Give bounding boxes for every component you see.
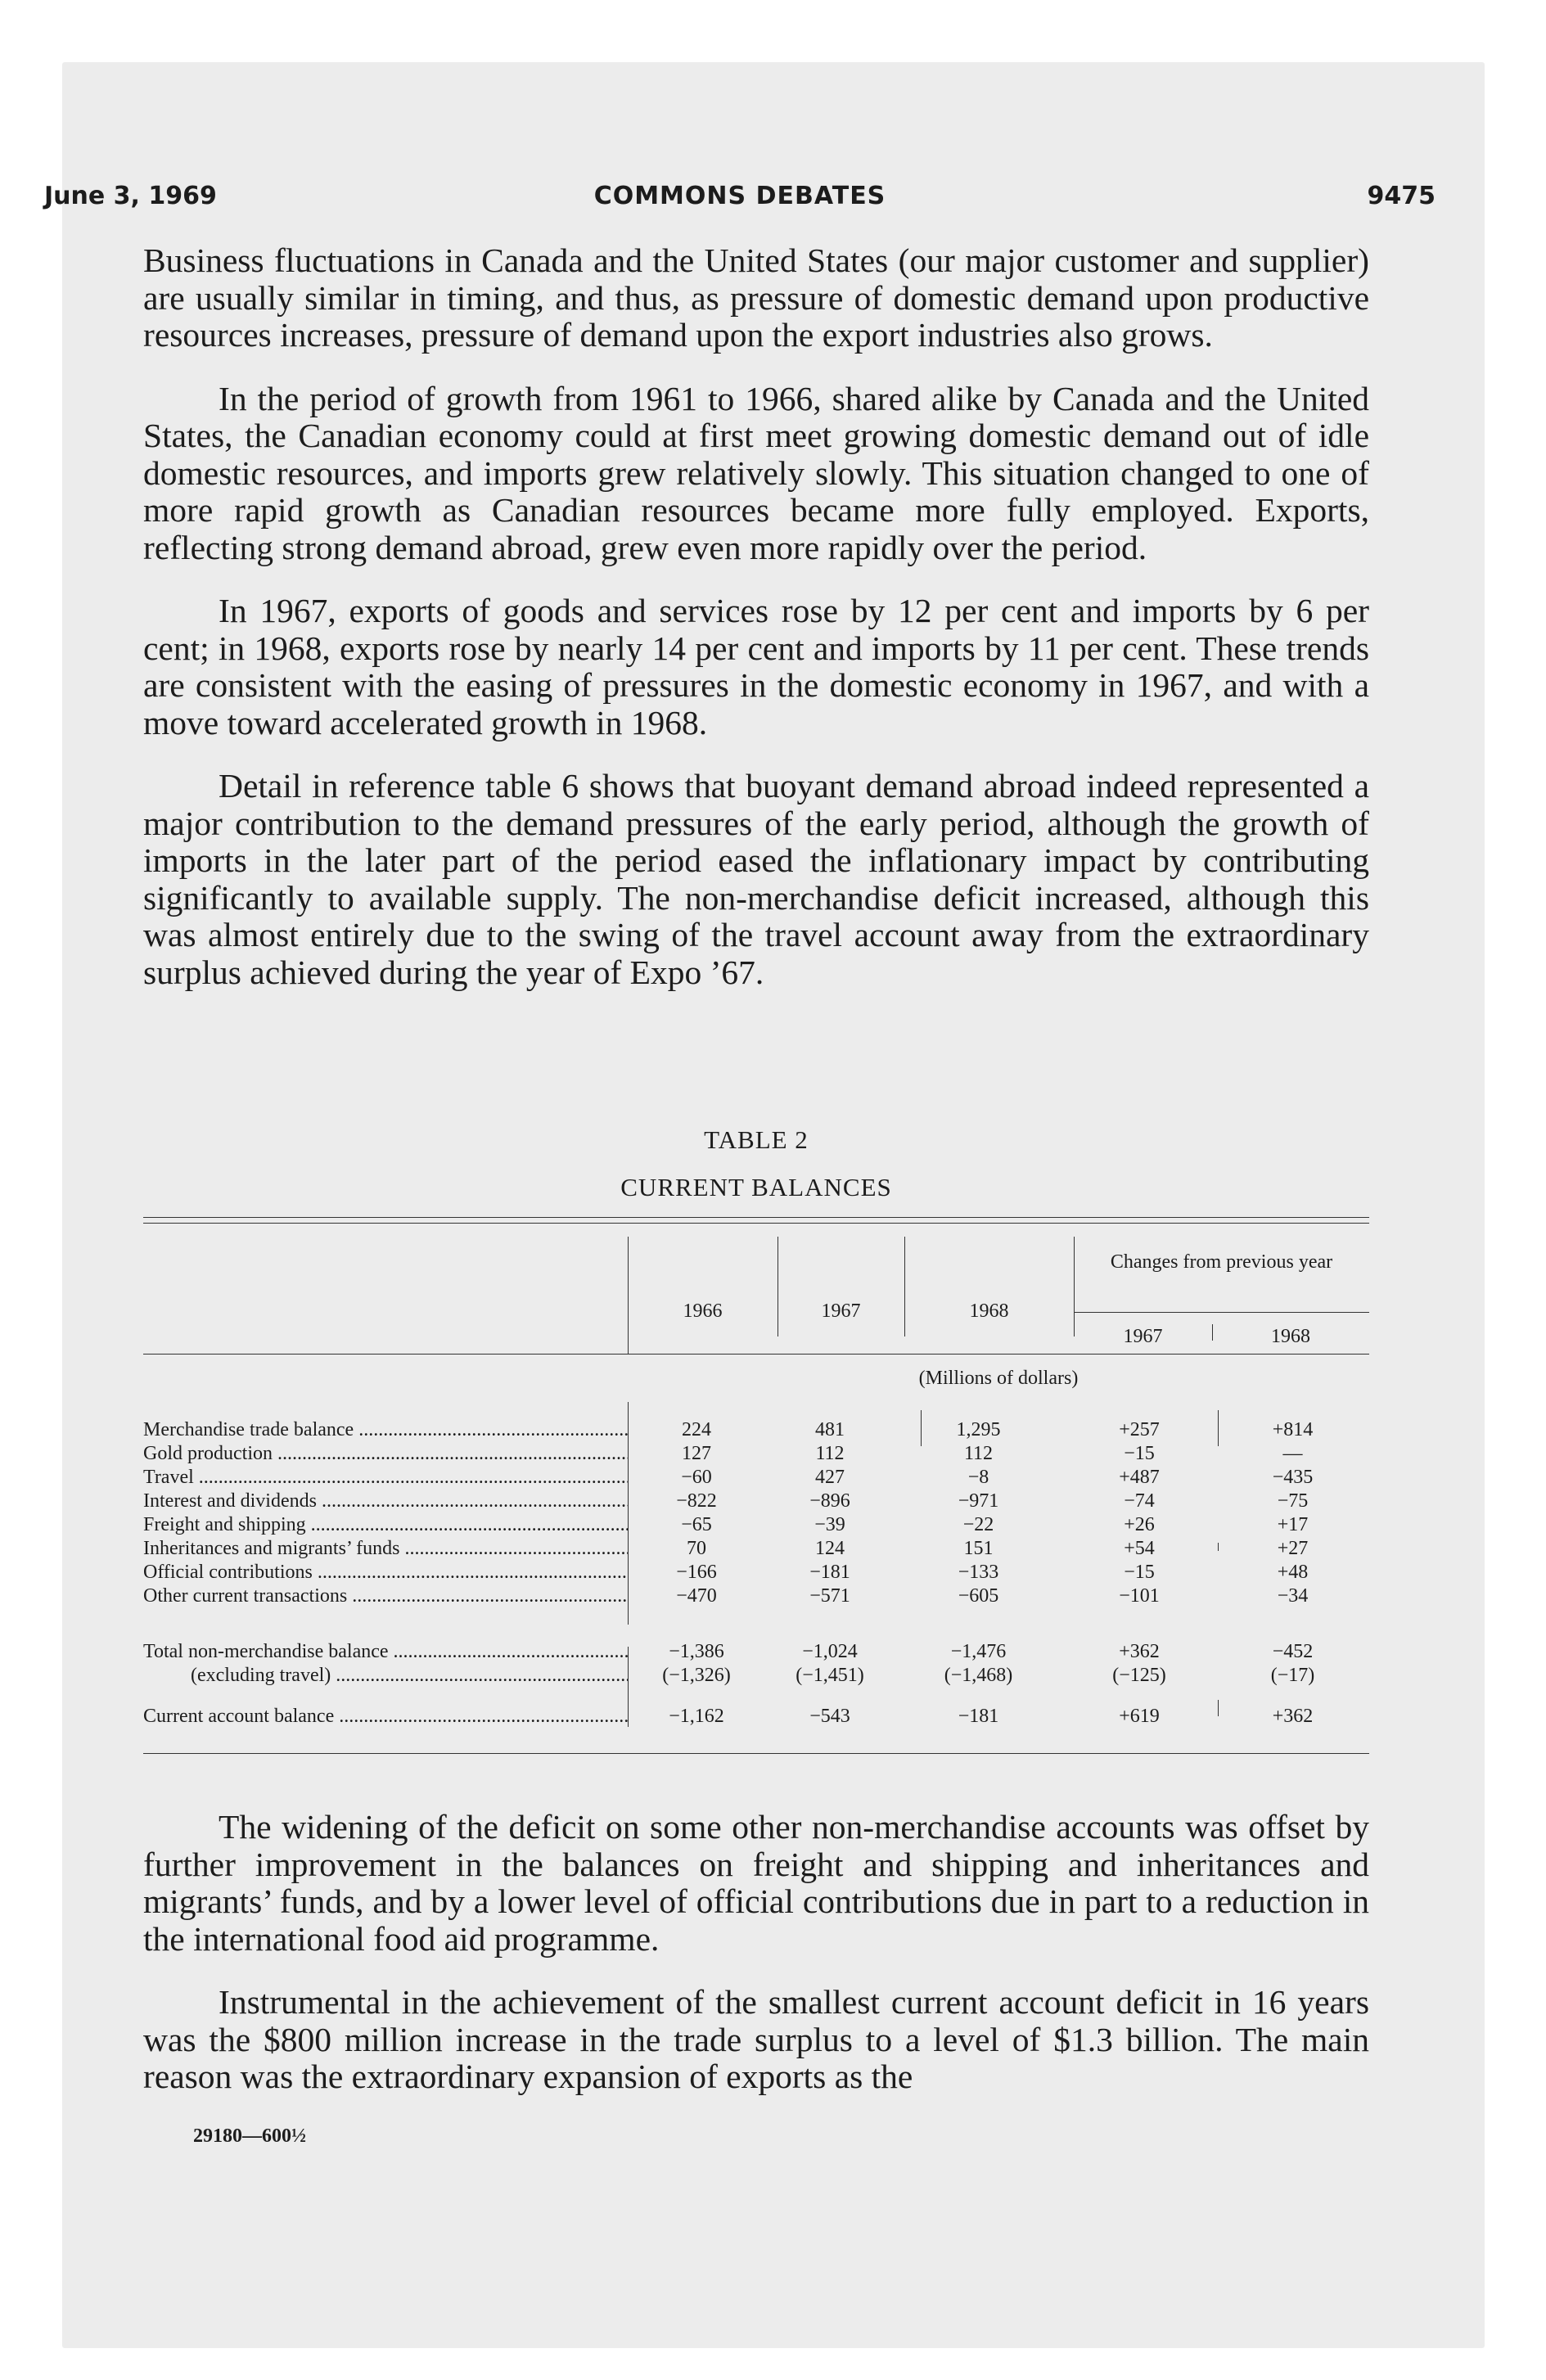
table-number: TABLE 2 <box>704 1125 809 1154</box>
change-1968: −452 <box>1272 1641 1314 1662</box>
value-1967: 124 <box>815 1538 845 1559</box>
header-page-number: 9475 <box>1367 182 1436 210</box>
value-1966: 224 <box>682 1419 711 1440</box>
row-label: Travel ..... <box>143 1466 628 1490</box>
current-account-row <box>143 1705 1369 1729</box>
value-1966: −166 <box>676 1562 717 1583</box>
value-1967: −896 <box>809 1490 850 1512</box>
change-1967: −101 <box>1119 1585 1160 1607</box>
table-row <box>143 1561 1369 1584</box>
value-1967: −571 <box>809 1585 850 1607</box>
value-1966: −65 <box>681 1514 712 1535</box>
row-label: Merchandise trade balance ..... <box>143 1418 628 1442</box>
value-1968: 151 <box>963 1538 994 1559</box>
value-1966: 127 <box>682 1443 711 1464</box>
value-1966: 70 <box>687 1538 706 1559</box>
paragraph: Instrumental in the achievement of the smallest current account deficit in 16 years was the $800 million increase in the trade surplus to a level of $1.3 billion. The main reason was the extraordinary expansion of exports as the <box>143 1983 1369 2095</box>
value-1968: −1,476 <box>950 1641 1007 1662</box>
paragraph: The widening of the deficit on some other non-merchandise accounts was offset by further improvement in the balances on freight and shipping and inheritances and migrants’ funds, and by a lower level of official contributions due in part to a reduction in the international food aid programme. <box>143 1808 1369 1958</box>
value-1968: −181 <box>958 1706 999 1727</box>
table-row <box>143 1584 1369 1608</box>
total-row <box>143 1640 1369 1664</box>
change-1967: −15 <box>1124 1562 1155 1583</box>
table-row <box>143 1490 1369 1513</box>
row-label: (excluding travel) ..... <box>143 1664 628 1688</box>
value-1967: (−1,451) <box>796 1665 864 1686</box>
paragraph: Business fluctuations in Canada and the United States (our major customer and supplier) are usually similar in timing, and thus, as pressure of domestic demand upon productive resources increases, pressure of demand upon the export industries also grows. <box>143 241 1369 354</box>
table-top-rule <box>143 1217 1369 1218</box>
row-label: Inheritances and migrants’ funds ..... <box>143 1537 628 1561</box>
value-1968: −8 <box>967 1467 989 1488</box>
header-title: COMMONS DEBATES <box>593 182 886 210</box>
table-bottom-rule <box>143 1753 1369 1754</box>
change-1968: −435 <box>1272 1467 1314 1488</box>
header-date: June 3, 1969 <box>44 182 217 210</box>
row-label: Current account balance ..... <box>143 1705 628 1729</box>
row-label: Freight and shipping ..... <box>143 1513 628 1537</box>
change-1967: +487 <box>1119 1467 1160 1488</box>
changes-rule <box>1074 1312 1369 1313</box>
table-title: CURRENT BALANCES <box>620 1173 892 1201</box>
value-1967: −543 <box>809 1706 850 1727</box>
value-1967: −1,024 <box>802 1641 858 1662</box>
value-1967: 112 <box>815 1443 845 1464</box>
table-row <box>143 1537 1369 1561</box>
footer-code: 29180—600½ <box>193 2125 306 2147</box>
paragraph: Detail in reference table 6 shows that buoyant demand abroad indeed represented a major contribution to the demand pressures of the early period, although the growth of imports in the later part of the period eased the inflationary impact by contributing significantly to available supply. The non-merchandise deficit increased, although this was almost entirely due to the swing of the travel account away from the extraordinary surplus achieved during the year of Expo ’67. <box>143 767 1369 991</box>
change-1968: — <box>1282 1443 1303 1464</box>
table-row <box>143 1466 1369 1490</box>
change-1967: −74 <box>1124 1490 1155 1512</box>
table-row <box>143 1442 1369 1466</box>
change-1967: +619 <box>1119 1706 1160 1727</box>
column-header-1967: 1967 <box>821 1300 861 1322</box>
paragraph: In the period of growth from 1961 to 1966, shared alike by Canada and the United States, the Canadian economy could at first meet growing domestic demand out of idle domestic resources, and imports grew relatively slowly. This situation changed to one of more rapid growth as Canadian resources became more fully employed. Exports, reflecting strong demand abroad, grew even more rapidly over the period. <box>143 379 1369 566</box>
value-1966: −1,386 <box>669 1641 724 1662</box>
change-1968: −34 <box>1277 1585 1309 1607</box>
table-top-rule <box>143 1223 1369 1224</box>
body-text-bottom <box>143 1809 1369 2122</box>
change-1967: −15 <box>1124 1443 1155 1464</box>
current-balances-table <box>143 1217 1369 1761</box>
change-1968: +27 <box>1277 1538 1309 1559</box>
total-sub-row <box>143 1664 1369 1688</box>
value-1968: −605 <box>958 1585 999 1607</box>
row-label: Other current transactions ..... <box>143 1584 628 1608</box>
change-1967: +257 <box>1119 1419 1160 1440</box>
value-1966: (−1,326) <box>662 1665 731 1686</box>
value-1968: 1,295 <box>956 1419 1001 1440</box>
column-header-change-1967: 1967 <box>1123 1326 1163 1347</box>
change-1968: (−17) <box>1270 1665 1315 1686</box>
column-header-1966: 1966 <box>683 1300 723 1322</box>
value-1967: −39 <box>814 1514 845 1535</box>
value-1967: 427 <box>815 1467 845 1488</box>
value-1968: −971 <box>958 1490 999 1512</box>
header-rule <box>143 1354 1369 1355</box>
change-1968: −75 <box>1277 1490 1309 1512</box>
change-1968: +17 <box>1277 1514 1309 1535</box>
change-1967: +26 <box>1124 1514 1155 1535</box>
changes-header: Changes from previous year <box>1110 1251 1333 1273</box>
units-label: (Millions of dollars) <box>918 1368 1079 1389</box>
value-1966: −60 <box>681 1467 712 1488</box>
value-1968: (−1,468) <box>944 1665 1013 1686</box>
body-text-top <box>143 242 1369 1017</box>
change-1967: +54 <box>1124 1538 1155 1559</box>
value-1966: −1,162 <box>669 1706 724 1727</box>
value-1968: −22 <box>962 1514 994 1535</box>
table-row <box>143 1513 1369 1537</box>
row-label: Gold production ..... <box>143 1442 628 1466</box>
column-divider <box>628 1237 629 1354</box>
table-caption <box>143 1125 1369 1202</box>
column-header-change-1968: 1968 <box>1271 1326 1310 1347</box>
change-1967: +362 <box>1119 1641 1160 1662</box>
change-1968: +814 <box>1272 1419 1314 1440</box>
value-1967: 481 <box>815 1419 845 1440</box>
column-header-1968: 1968 <box>969 1300 1009 1322</box>
value-1966: −822 <box>676 1490 717 1512</box>
paragraph: In 1967, exports of goods and services rose by 12 per cent and imports by 6 per cent; in 1968, exports rose by nearly 14 per cent and imports by 11 per cent. These trends are consistent with the easing of pressures in the domestic economy in 1967, and with a move toward accelerated growth in 1968. <box>143 592 1369 741</box>
row-label: Official contributions ..... <box>143 1561 628 1584</box>
value-1968: 112 <box>963 1443 994 1464</box>
value-1966: −470 <box>676 1585 717 1607</box>
row-label: Total non-merchandise balance ..... <box>143 1640 628 1664</box>
change-1967: (−125) <box>1112 1665 1166 1686</box>
change-1968: +362 <box>1272 1706 1314 1727</box>
change-1968: +48 <box>1277 1562 1309 1583</box>
value-1967: −181 <box>809 1562 850 1583</box>
table-row <box>143 1418 1369 1442</box>
value-1968: −133 <box>958 1562 999 1583</box>
page-header <box>44 182 1436 214</box>
row-label: Interest and dividends ..... <box>143 1490 628 1513</box>
